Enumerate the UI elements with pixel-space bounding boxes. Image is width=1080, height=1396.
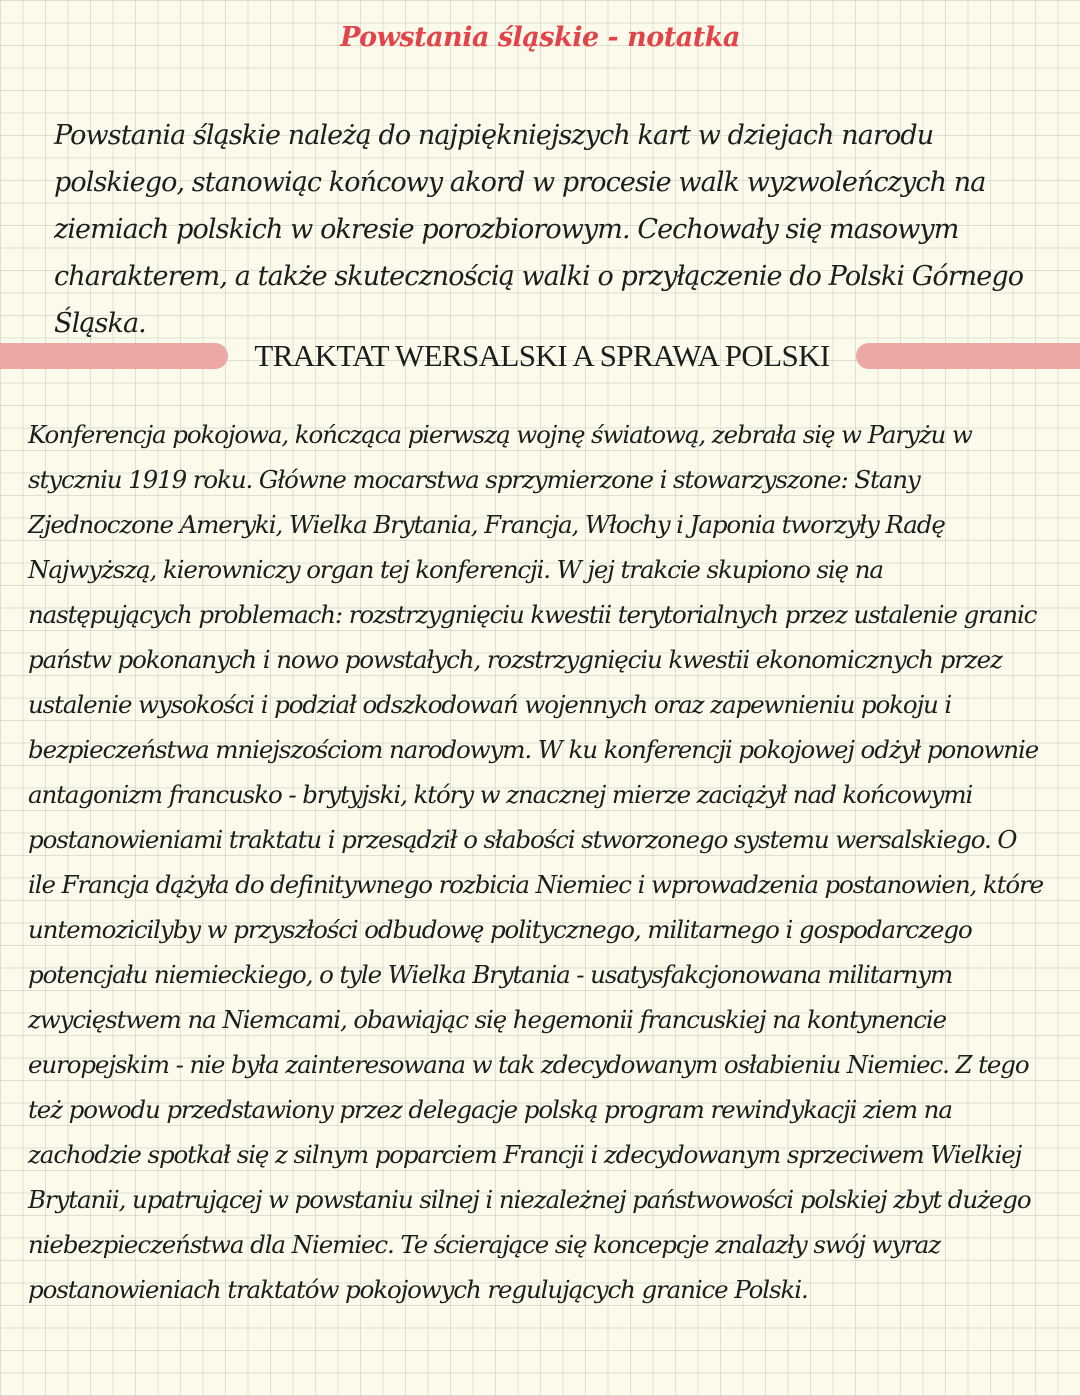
section-banner bbox=[0, 340, 1080, 372]
section-body-paragraph: Konferencja pokojowa, kończąca pierwszą wojnę światową, zebrała się w Paryżu w styczniu 1919 roku. Główne mocarstwa sprzymierzone i stowarzyszone: Stany Zjednoczone Ameryki, Wielka Brytania, Francja, Włochy i Japonia tworzyły Radę Najwyższą, kierowniczy organ tej konferencji. W jej trakcie skupiono się na następujących problemach: rozstrzygnięciu kwestii terytorialnych przez ustalenie granic państw pokonanych i nowo powstałych, rozstrzygnięciu kwestii ekonomicznych przez ustalenie wysokości i podział odszkodowań wojennych oraz zapewnieniu pokoju i bezpieczeństwa mniejszościom narodowym. W ku konferencji pokojowej odżył ponownie antagonizm francusko - brytyjski, który w znacznej mierze zaciążył nad końcowymi postanowieniami traktatu i przesądził o słabości stworzonego systemu wersalskiego. O ile Francja dążyła do definitywnego rozbicia Niemiec i wprowadzenia postanowien, które untemozicilyby w przyszłości odbudowę politycznego, militarnego i gospodarczego potencjału niemieckiego, o tyle Wielka Brytania - usatysfakcjonowana militarnym zwycięstwem na Niemcami, obawiając się hegemonii francuskiej na kontynencie europejskim - nie była zainteresowana w tak zdecydowanym osłabieniu Niemiec. Z tego też powodu przedstawiony przez delegacje polską program rewindykacji ziem na zachodzie spotkał się z silnym poparciem Francji i zdecydowanym sprzeciwem Wielkiej Brytanii, upatrującej w powstaniu silnej i niezależnej państwowości polskiej zbyt dużego niebezpieczeństwa dla Niemiec. Te ścierające się koncepcje znalazły swój wyraz postanowieniach traktatów pokojowych regulujących granice Polski. bbox=[28, 420, 1044, 1304]
section-heading: TRAKTAT WERSALSKI A SPRAWA POLSKI bbox=[254, 338, 830, 373]
intro-paragraph: Powstania śląskie należą do najpiękniejszych kart w dziejach narodu polskiego, stanowiąc końcowy akord w procesie walk wyzwoleńczych na ziemiach polskich w okresie porozbiorowym. Cechowały się masowym charakterem, a także skutecznością walki o przyłączenie do Polski Górnego Śląska. bbox=[54, 120, 1024, 339]
page-title: Powstania śląskie - notatka bbox=[340, 22, 740, 53]
banner-bar-left bbox=[0, 343, 228, 369]
banner-bar-right bbox=[856, 343, 1080, 369]
